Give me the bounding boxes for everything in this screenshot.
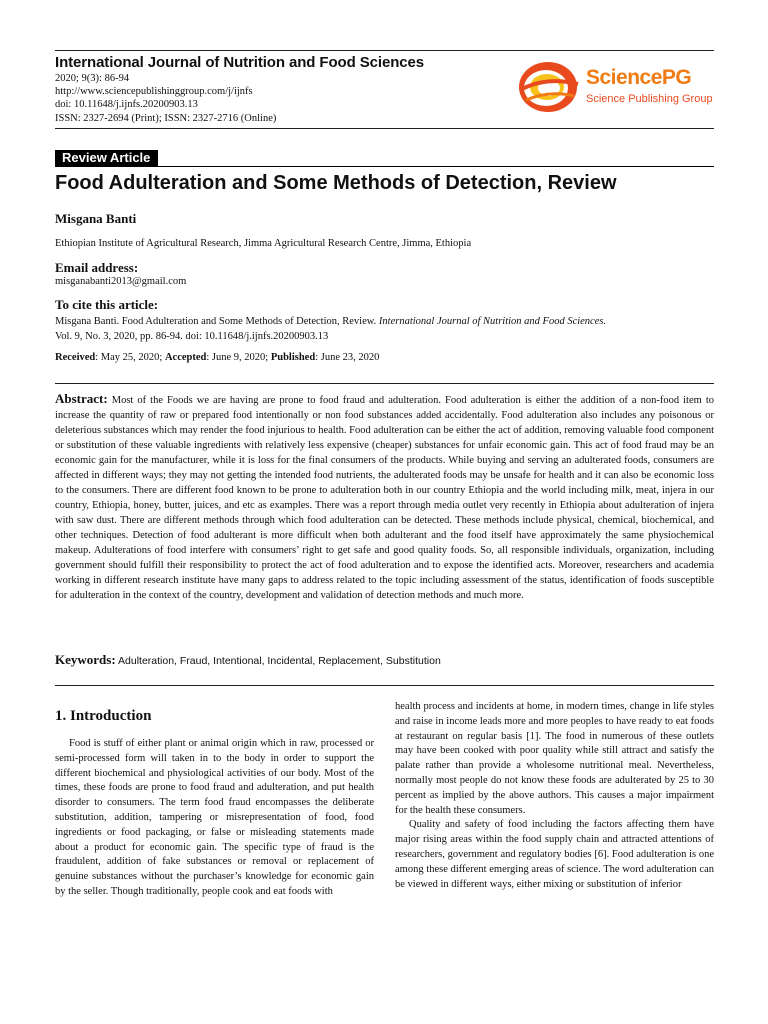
citation-line-1 <box>55 314 715 329</box>
abstract <box>55 391 714 603</box>
author-name: Misgana Banti <box>55 211 137 226</box>
keywords-text: Adulteration, Fraud, Intentional, Incidental, Replacement, Substitution <box>115 655 441 667</box>
author-affiliation: Ethiopian Institute of Agricultural Research, Jimma Agricultural Research Centre, Jimma, Ethiopia <box>55 238 472 249</box>
journal-meta <box>55 72 276 125</box>
abstract-text: Most of the Foods we are having are prone to food fraud and adulteration. Food adulteration is either the addition of a non-food item to increase the quantity of raw or prepared food intentionally or non food substances added accidentally. Food adulteration also includes any poisonous or deleterious substances which may render the food injurious to health. Food adulteration can be either the act of addition, removing valuable food component or substitution of these valuable ingredients with relatively less expensive (cheaper) substances for unfair economic gain. This act of food fraud may be an economic gain for the manufacturer, while it is loss for the final consumers of the products. While buying and serving an adulterated foods, consumers are affected in different ways; they may not getting the intended food nutrients, the adulterated foods may be unsafe for health and it can also be economic loss to the consumers. There are different food known to be prone to adulteration both in our country Ethiopia and the world including milk, meat, injera in our country, Ethiopia, honey, butter, juices, and etc as examples. There was a report through media outlet very recently in Ethiopia about adulteration of injera with saw dust. There are different methods through which food adulteration can be detected. These methods include physical, chemical, biochemical, and other techniques. Detection of food adulterant is more difficult when both adulterant and the food itself have approximately the same physiochemical makeup. Adulterations of food interfere with consumers’ right to get safe and good quality foods. So, all responsible individuals, organization, including government should fulfill their responsibility to protect the act of food adulteration and to expose the identified acts. Moreover, researchers and academia working in different research institute have many gaps to address related to the topic including assessment of the status, identification of foods susceptible for adulteration in the context of the country, development and validation of detection methods and much more. <box>55 395 714 601</box>
journal-title: International Journal of Nutrition and Food Sciences <box>55 54 424 71</box>
header-top-rule <box>55 50 714 51</box>
journal-issn: ISSN: 2327-2694 (Print); ISSN: 2327-2716 (Online) <box>55 112 277 124</box>
keywords <box>55 652 714 668</box>
intro-left-column: Food is stuff of either plant or animal origin which in raw, processed or semi-processed form will taken in to the body in order to support the different biochemical and physiological activities of our body. Most of the times, these foods are prone to food fraud and adulteration, and put health disorder to consumers. The term food fraud encompasses the deliberate substitution, addition, tampering or misrepresentation of food, food ingredients or food packaging, or false or misleading statements made about a product for economic gain. The specific type of fraud is the fraudulent, addition of fake substances or removal or replacement of genuine substances without the purchaser’s knowledge for economic gain by the seller. Though traditionally, people cook and eat foods with <box>55 738 374 897</box>
keywords-label: Keywords: <box>55 652 116 667</box>
citation-prefix: Misgana Banti. Food Adulteration and Some Methods of Detection, Review. <box>55 316 379 327</box>
abstract-bottom-rule <box>55 685 714 686</box>
email-heading: Email address: <box>55 260 139 275</box>
logo-name: SciencePG <box>586 66 692 89</box>
intro-right-paragraph-2: Quality and safety of food including the factors affecting them have major rising areas within the food supply chain and attracted attentions of researchers, government and regulatory bodies [6]. Food adulteration is one among these different emerging areas of science. The word adulteration can be viewed in different ways, either mixing or substitution of inferior <box>395 819 714 890</box>
article-type-badge: Review Article <box>55 150 158 166</box>
accepted-date: : June 9, 2020; <box>206 352 271 363</box>
received-label: Received <box>55 352 96 363</box>
published-date: : June 23, 2020 <box>315 352 380 363</box>
sciencepg-emblem-icon <box>516 60 580 114</box>
sciencepg-logo <box>516 60 716 114</box>
abstract-top-rule <box>55 383 714 384</box>
citation-journal: International Journal of Nutrition and Food Sciences. <box>378 316 607 327</box>
intro-right-paragraph-1: health process and incidents at home, in modern times, change in life styles and raise in income leads more and more peoples to have ready to eat foods at restaurant on regular basis [1]. The food in numerous of these outlets may have been cooked with poor quality while still attract and satisfy the palate rather than provide a wholesome nutritional meal. Nevertheless, normally most people do not know these foods are adulterated by 25 to 30 percent as implied by the above authors. This causes a major impairment for the health these consumers. <box>395 701 714 816</box>
intro-right-column <box>395 700 714 892</box>
published-label: Published <box>270 352 316 363</box>
cite-heading: To cite this article: <box>55 297 159 312</box>
accepted-label: Accepted <box>164 352 207 363</box>
article-title: Food Adulteration and Some Methods of Detection, Review <box>55 172 617 194</box>
section-heading-introduction: 1. Introduction <box>55 708 152 724</box>
publication-dates <box>55 352 379 363</box>
journal-url[interactable]: http://www.sciencepublishinggroup.com/j/ijnfs <box>55 86 253 98</box>
citation <box>55 314 715 344</box>
author-email[interactable]: misganabanti2013@gmail.com <box>55 276 187 287</box>
header-bottom-rule <box>55 128 714 129</box>
journal-year-volume: 2020; 9(3): 86-94 <box>55 73 130 84</box>
received-date: : May 25, 2020; <box>95 352 165 363</box>
logo-subtitle: Science Publishing Group <box>586 93 713 105</box>
badge-rule <box>55 166 714 167</box>
journal-doi: doi: 10.11648/j.ijnfs.20200903.13 <box>55 99 198 111</box>
citation-line-2: Vol. 9, No. 3, 2020, pp. 86-94. doi: 10.11648/j.ijnfs.20200903.13 <box>55 331 329 342</box>
abstract-label: Abstract: <box>55 391 108 406</box>
